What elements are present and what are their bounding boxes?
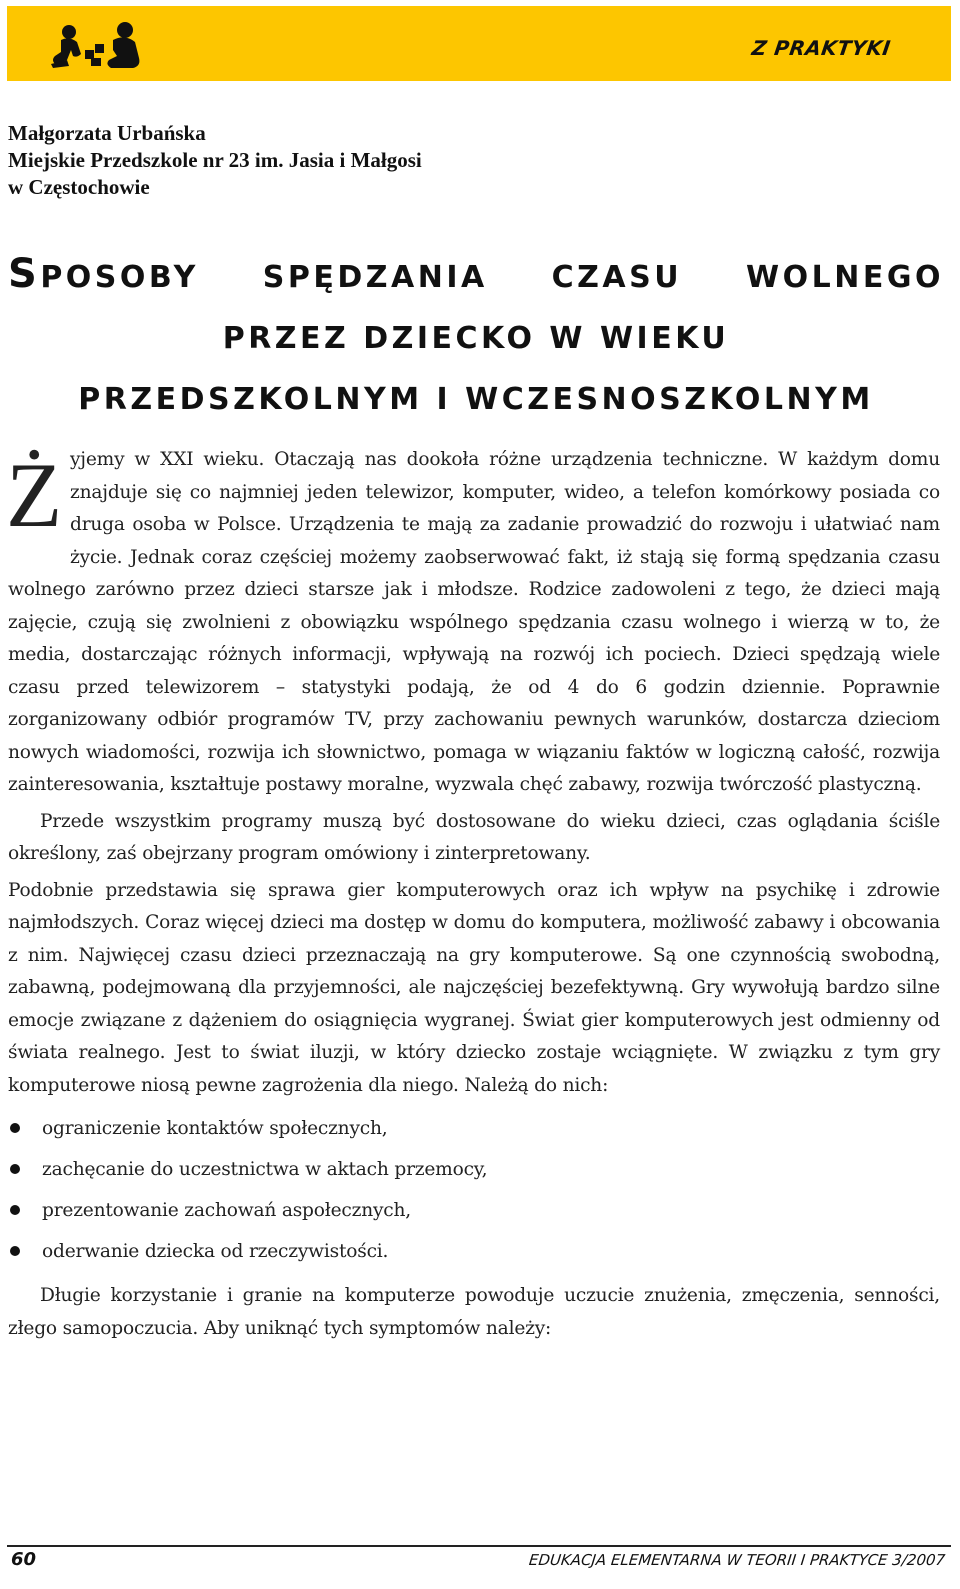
bullet-icon	[10, 1205, 20, 1215]
children-playing-logo-icon	[47, 20, 147, 72]
title-line-1	[8, 244, 944, 308]
title-line-1-text: POSOBY SPĘDZANIA CZASU WOLNEGO	[40, 260, 944, 295]
section-tag: Z PRAKTYKI	[750, 36, 893, 60]
paragraph-1-text: yjemy w XXI wieku. Otaczają nas dookoła różne urządzenia techniczne. W każdym domu znajduje się co najmniej jeden telewizor, komputer, wideo, a telefon komórkowy posiada co druga osoba w Polsce. Urządzenia te mają za zadanie prowadzić do rozwoju i ułatwiać nam życie. Jednak coraz częściej możemy zaobserwować fakt, iż stają się formą spędzania czasu wolnego zarówno przez dzieci starsze jak i młodsze. Rodzice zadowoleni z tego, że dzieci mają zajęcie, czują się zwolnieni z obowiązku wspólnego spędzania czasu wolnego i wierzą w to, że media, dostarczając różnych informacji, wpływają na rozwój ich pociech. Dzieci spędzają wiele czasu przed telewizorem – statystyki podają, że od 4 do 6 godzin dziennie. Poprawnie zorganizowany odbiór programów TV, przy zachowaniu pewnych warunków, dostarcza dzieciom nowych wiadomości, rozwija ich słownictwo, pomaga w wiązaniu faktów w logiczną całość, rozwija zainteresowania, kształtuje postawy moralne, wyzwala chęć zabawy, rozwija twórczość plastyczną.	[8, 449, 940, 795]
author-block	[8, 120, 422, 201]
drop-cap: Ż	[6, 444, 62, 546]
author-institution-line1: Miejskie Przedszkole nr 23 im. Jasia i Małgosi	[8, 148, 422, 172]
bullet-icon	[10, 1123, 20, 1133]
author-name: Małgorzata Urbańska	[8, 121, 206, 145]
paragraph-1	[8, 444, 940, 802]
title-initial: S	[8, 251, 41, 297]
title-line-3: PRZEDSZKOLNYM I WCZESNOSZKOLNYM	[78, 382, 874, 417]
list-item: zachęcanie do uczestnictwa w aktach przemocy,	[8, 1149, 940, 1190]
author-institution-line2: w Częstochowie	[8, 175, 150, 199]
paragraph-4: Długie korzystanie i granie na komputerze powoduje uczucie znużenia, zmęczenia, senności, złego samopoczucia. Aby uniknąć tych symptomów należy:	[8, 1285, 940, 1339]
list-item: oderwanie dziecka od rzeczywistości.	[8, 1231, 940, 1272]
article-body	[8, 444, 940, 1345]
bullet-icon	[10, 1164, 20, 1174]
bullet-icon	[10, 1246, 20, 1256]
list-item: ograniczenie kontaktów społecznych,	[8, 1108, 940, 1149]
journal-title: EDUKACJA ELEMENTARNA W TEORII I PRAKTYCE 3/2007	[527, 1551, 946, 1569]
section-header-bar	[7, 6, 951, 81]
paragraph-3: Podobnie przedstawia się sprawa gier komputerowych oraz ich wpływ na psychikę i zdrowie najmłodszych. Coraz więcej dzieci ma dostęp w domu do komputera, możliwość zabawy i obcowania z nim. Najwięcej czasu dzieci przeznaczają na gry komputerowe. Są one czynnością swobodną, zabawną, podejmowaną dla przyjemności, ale najczęściej bezefektywną. Gry wywołują bardzo silne emocje związane z dążeniem do osiągnięcia wygranej. Świat gier komputerowych jest odmienny od świata realnego. Jest to świat iluzji, w który dziecko zostaje wciągnięte. W związku z tym gry komputerowe niosą pewne zagrożenia dla niego. Należą do nich:	[8, 879, 940, 1096]
page-number: 60	[11, 1549, 37, 1570]
list-item: prezentowanie zachowań aspołecznych,	[8, 1190, 940, 1231]
threats-list	[8, 1108, 940, 1272]
title-line-2: PRZEZ DZIECKO W WIEKU	[222, 321, 730, 356]
article-title	[8, 244, 944, 430]
paragraph-2: Przede wszystkim programy muszą być dostosowane do wieku dzieci, czas oglądania ściśle określony, zaś obejrzany program omówiony i zinterpretowany.	[8, 810, 940, 864]
page-footer	[7, 1545, 951, 1570]
